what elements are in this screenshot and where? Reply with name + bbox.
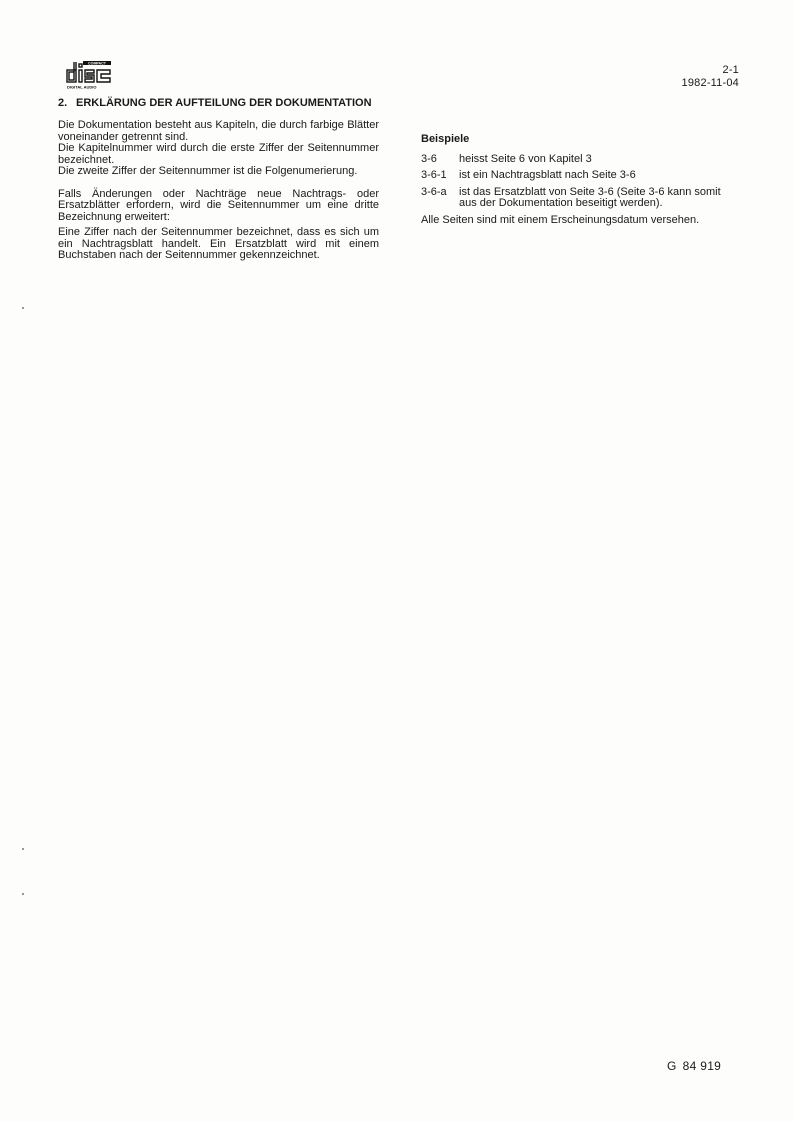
section-title: ERKLÄRUNG DER AUFTEILUNG DER DOKUMENTATION (76, 97, 372, 109)
paragraph: Die Dokumentation besteht aus Kapiteln, die durch farbige Blätter voneinander getrennt sind. (58, 119, 379, 143)
document-code (667, 1059, 721, 1073)
example-text: ist das Ersatzblatt von Seite 3-6 (Seite 3-6 kann somit aus der Dokumentation beseitigt werden). (459, 185, 721, 209)
example-item (421, 170, 733, 182)
page-number: 2-1 (722, 64, 739, 76)
logo-bottom-text: DIGITAL AUDIO (67, 84, 97, 90)
example-code: 3-6 (421, 152, 437, 165)
compact-disc-logo-icon (66, 60, 112, 90)
paragraph: Eine Ziffer nach der Seitennummer bezeichnet, dass es sich um ein Nachtragsblatt handelt. Ein Ersatzblatt wird mit einem Buchstaben nach der Seitennummer gekennzeichnet. (58, 226, 379, 261)
paragraph: Falls Änderungen oder Nachträge neue Nachtrags- oder Ersatzblätter erfordern, wird die Seitennummer um eine dritte Bezeichnung erweitert: (58, 187, 379, 223)
paragraph: Die Kapitelnummer wird durch die erste Ziffer der Seitennummer bezeichnet. (58, 142, 379, 166)
logo-top-text: COMPACT (88, 61, 106, 66)
page-date: 1982-11-04 (681, 77, 739, 89)
example-text: heisst Seite 6 von Kapitel 3 (459, 152, 592, 165)
page-identifier (682, 64, 739, 90)
section-heading (58, 97, 379, 109)
compact-disc-logo (66, 60, 112, 90)
scan-speck (22, 893, 24, 895)
example-text: ist ein Nachtragsblatt nach Seite 3-6 (459, 169, 636, 181)
example-item (421, 187, 733, 210)
left-column (58, 97, 379, 262)
examples-heading: Beispiele (421, 133, 470, 145)
example-code: 3-6-1 (421, 169, 447, 181)
right-column (421, 134, 733, 226)
footer-number: 84 919 (682, 1059, 722, 1073)
examples-note: Alle Seiten sind mit einem Erscheinungsdatum versehen. (421, 213, 700, 226)
scan-speck (22, 307, 24, 309)
example-code: 3-6-a (421, 185, 447, 198)
scan-speck (22, 848, 24, 850)
example-item (421, 154, 733, 166)
paragraph: Die zweite Ziffer der Seitennummer ist die Folgenumerierung. (58, 165, 358, 177)
footer-mark: G (667, 1059, 677, 1073)
section-number: 2. (58, 97, 68, 109)
